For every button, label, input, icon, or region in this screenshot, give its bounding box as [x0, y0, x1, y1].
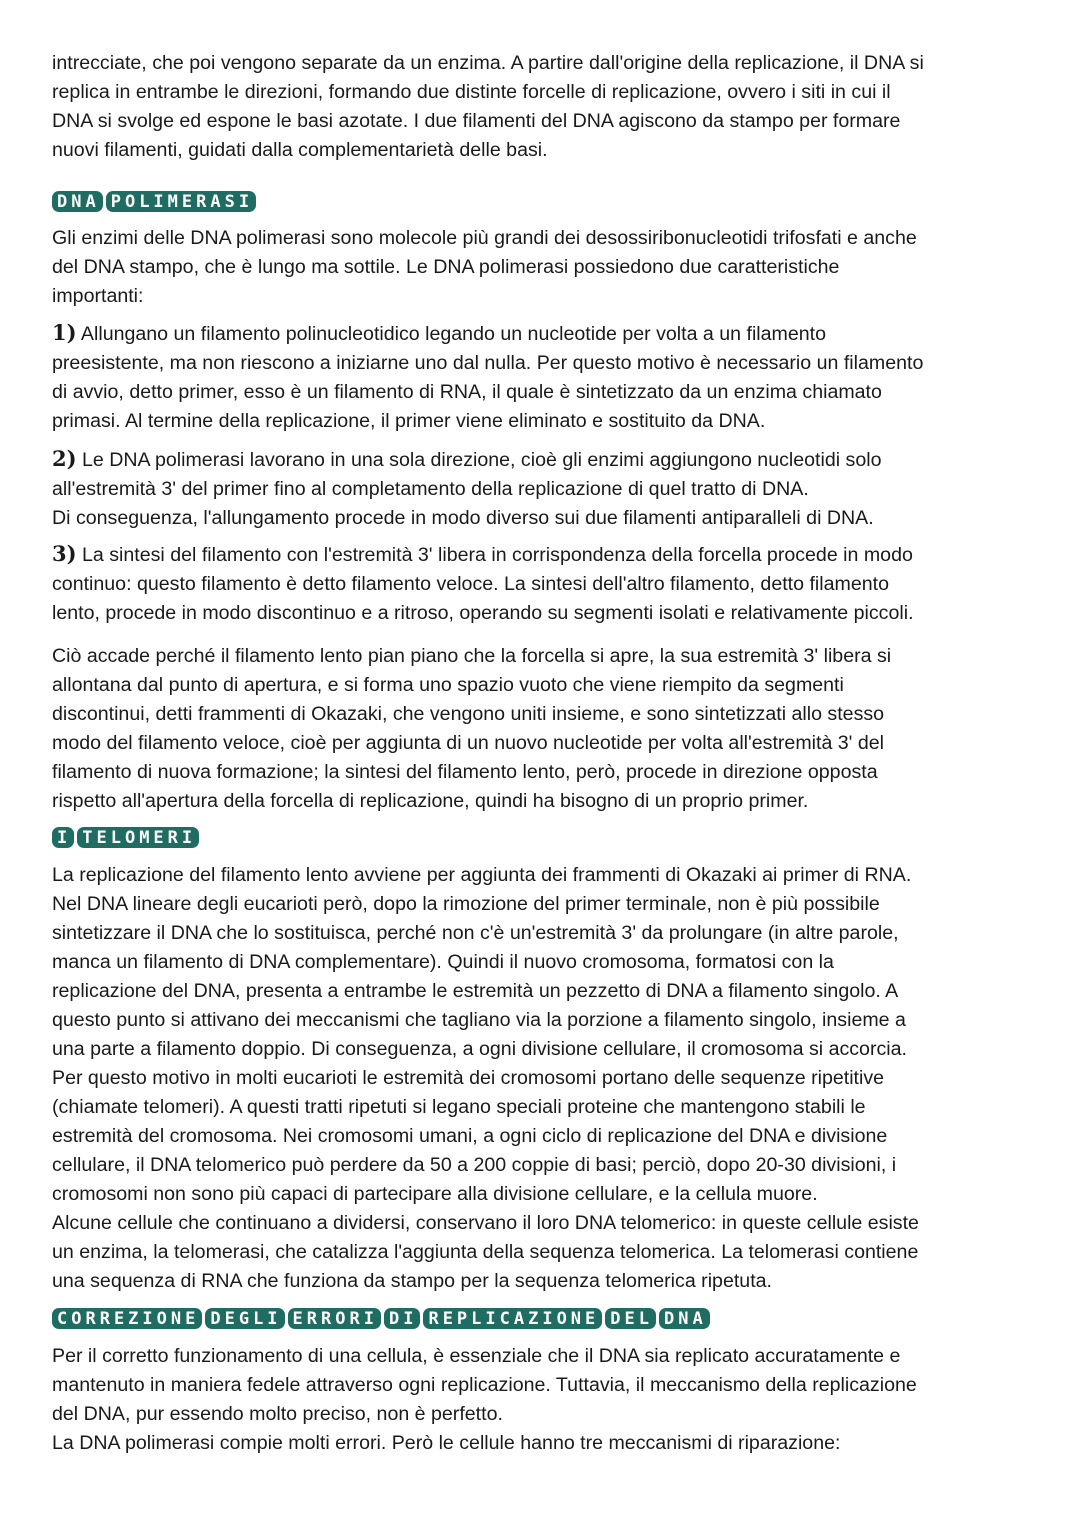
- correzione-section: [52, 1342, 1042, 1458]
- point-text: La sintesi del filamento con l'estremità 3' libera in corrispondenza della forcella procede in modo continuo: questo filamento è detto filamento veloce. La sintesi dell'altro filamento, detto filamento lento, procede in modo discontinuo e a ritroso, operando su segmenti isolati e relativamente piccoli.: [52, 544, 914, 624]
- intro-text: intrecciate, che poi vengono separate da un enzima. A partire dall'origine della replicazione, il DNA si replica in entrambe le direzioni, formando due distinte forcelle di replicazione, ovvero i siti in cui il DNA si svolge ed espone le basi azotate. I due filamenti del DNA agiscono da stampo per formare nuovi filamenti, guidati dalla complementarietà delle basi.: [52, 52, 924, 161]
- heading-word: DEGLI: [205, 1308, 284, 1329]
- correzione-body: Per il corretto funzionamento di una cellula, è essenziale che il DNA sia replicato accuratamente e mantenuto in maniera fedele attraverso ogni replicazione. Tuttavia, il meccanismo della replicazione del DNA, pur essendo molto preciso, non è perfetto. La DNA polimerasi compie molti errori. Però le cellule hanno tre meccanismi di riparazione:: [52, 1345, 917, 1454]
- polimerasi-intro: Gli enzimi delle DNA polimerasi sono molecole più grandi dei desossiribonucleotidi trifosfati e anche del DNA stampo, che è lungo ma sottile. Le DNA polimerasi possiedono due caratteristiche importanti:: [52, 227, 917, 307]
- heading-correzione-errori: [52, 1308, 710, 1329]
- telomeri-section: [52, 861, 1042, 1296]
- point-1: [52, 318, 1042, 436]
- point-2: [52, 444, 1042, 533]
- polimerasi-section: [52, 224, 1042, 816]
- heading-word: DNA: [659, 1308, 710, 1329]
- heading-word: DI: [384, 1308, 420, 1329]
- point-text: Allungano un filamento polinucleotidico legando un nucleotide per volta a un filamento preesistente, ma non riescono a iniziarne uno dal nulla. Per questo motivo è necessario un filamento di avvio, detto primer, esso è un filamento di RNA, il quale è sintetizzato da un enzima chiamato primasi. Al termine della replicazione, il primer viene eliminato e sostituito da DNA.: [52, 323, 924, 432]
- intro-paragraph: [52, 49, 1042, 165]
- heading-word: I: [52, 827, 74, 848]
- heading-word: TELOMERI: [77, 827, 199, 848]
- point-number: 1): [52, 320, 77, 345]
- heading-i-telomeri: [52, 827, 199, 848]
- heading-word: DEL: [605, 1308, 656, 1329]
- point-number: 2): [52, 446, 77, 471]
- heading-word: ERRORI: [288, 1308, 381, 1329]
- point-3: [52, 539, 1042, 628]
- point-number: 3): [52, 541, 77, 566]
- point-text: Le DNA polimerasi lavorano in una sola direzione, cioè gli enzimi aggiungono nucleotidi solo all'estremità 3' del primer fino al completamento della replicazione di quel tratto di DNA. Di conseguenza, l'allungamento procede in modo diverso sui due filamenti antiparalleli di DNA.: [52, 449, 882, 529]
- telomeri-body: La replicazione del filamento lento avviene per aggiunta dei frammenti di Okazaki ai primer di RNA. Nel DNA lineare degli eucarioti però, dopo la rimozione del primer terminale, non è più possibile sintetizzare il DNA che lo sostituisca, perché non c'è un'estremità 3' da prolungare (in altre parole, manca un filamento di DNA complementare). Quindi il nuovo cromosoma, formatosi con la replicazione del DNA, presenta a entrambe le estremità un pezzetto di DNA a filamento singolo. A questo punto si attivano dei meccanismi che tagliano via la porzione a filamento singolo, insieme a una parte a filamento doppio. Di conseguenza, a ogni divisione cellulare, il cromosoma si accorcia. Per questo motivo in molti eucarioti le estremità dei cromosomi portano delle sequenze ripetitive (chiamate telomeri). A questi tratti ripetuti si legano speciali proteine che mantengono stabili le estremità del cromosoma. Nei cromosomi umani, a ogni ciclo di replicazione del DNA e divisione cellulare, il DNA telomerico può perdere da 50 a 200 coppie di basi; perciò, dopo 20-30 divisioni, i cromosomi non sono più capaci di partecipare alla divisione cellulare, e la cellula muore. Alcune cellule che continuano a dividersi, conservano il loro DNA telomerico: in queste cellule esiste un enzima, la telomerasi, che catalizza l'aggiunta della sequenza telomerica. La telomerasi contiene una sequenza di RNA che funziona da stampo per la sequenza telomerica ripetuta.: [52, 864, 919, 1292]
- polimerasi-closing: Ciò accade perché il filamento lento pian piano che la forcella si apre, la sua estremità 3' libera si allontana dal punto di apertura, e si forma uno spazio vuoto che viene riempito da segmenti discontinui, detti frammenti di Okazaki, che vengono uniti insieme, e sono sintetizzati allo stesso modo del filamento veloce, cioè per aggiunta di un nuovo nucleotide per volta all'estremità 3' del filamento di nuova formazione; la sintesi del filamento lento, però, procede in direzione opposta rispetto all'apertura della forcella di replicazione, quindi ha bisogno di un proprio primer.: [52, 645, 892, 812]
- heading-word: CORREZIONE: [52, 1308, 202, 1329]
- heading-word: REPLICAZIONE: [423, 1308, 602, 1329]
- heading-word: POLIMERASI: [106, 191, 256, 212]
- heading-dna-polimerasi: [52, 191, 256, 212]
- heading-word: DNA: [52, 191, 103, 212]
